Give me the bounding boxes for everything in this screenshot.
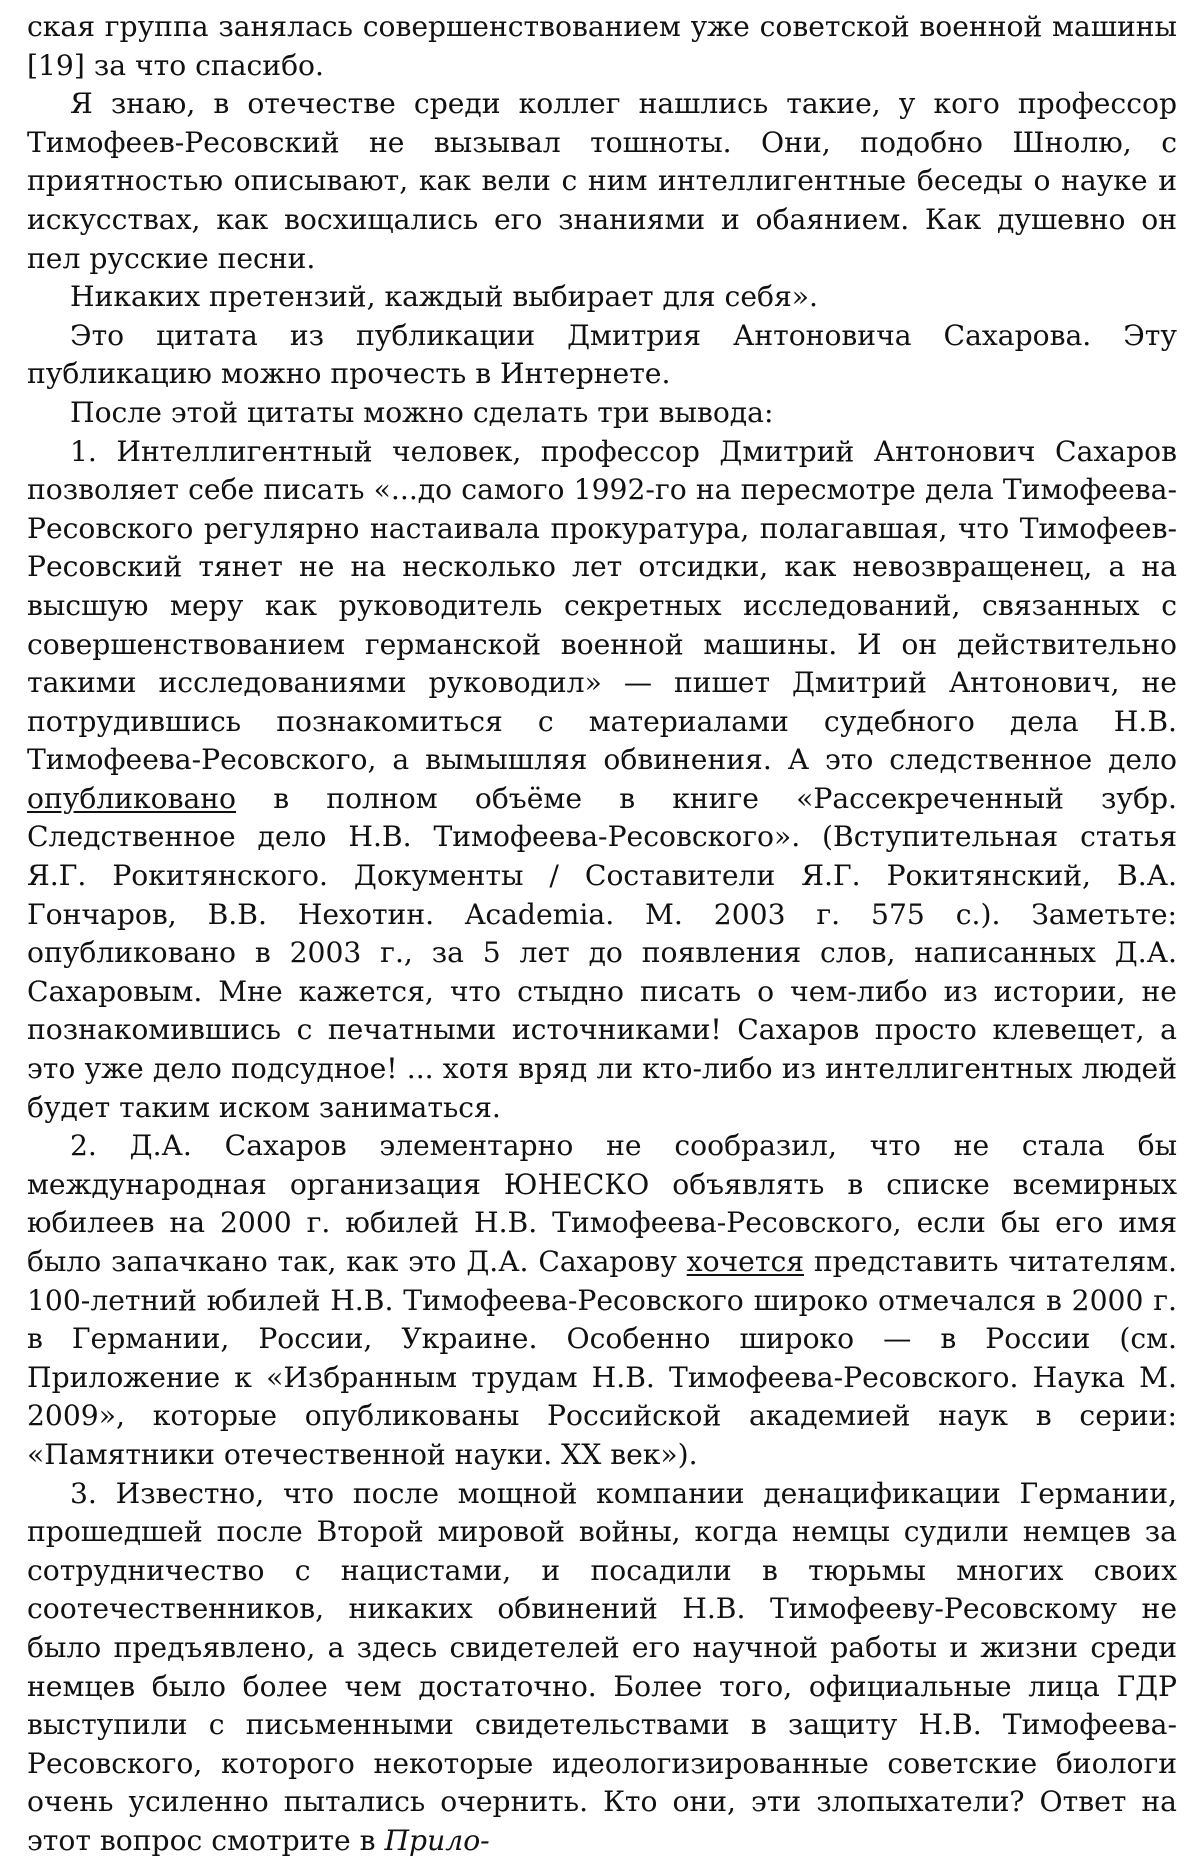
- text-run: представить читателям. 100-летний юбилей Н.В. Тимофеева-Ресовского широко отмечался в 2000 г. в Германии, России, Украине. Особенно широко — в России (см. Приложение к «Избранным трудам Н.В. Тимофеева-Ресовского. Наука М. 2009», которые опубликованы Российской академией наук в серии: «Памятники отечественной науки. XX век»).: [27, 1245, 1177, 1471]
- text-run: Я знаю, в отечестве среди коллег нашлись такие, у кого профессор Тимофеев-Ресовский не вызывал тошноты. Они, подобно Шнолю, с приятностью описывают, как вели с ним интеллигентные беседы о науке и искусствах, как восхищались его знаниями и обаянием. Как душевно он пел русские песни.: [27, 87, 1177, 275]
- text-run: 3. Известно, что после мощной компании денацификации Германии, прошедшей после Второй мировой войны, когда немцы судили немцев за сотрудничество с нацистами, и посадили в тюрьмы многих своих соотечественников, никаких обвинений Н.В. Тимофееву-Ресовскому не было предъявлено, а здесь свидетелей его научной работы и жизни среди немцев было более чем достаточно. Более того, официальные лица ГДР выступили с письменными свидетельствами в защиту Н.В. Тимофеева-Ресовского, которого некоторые идеологизированные советские биологи очень усиленно пытались очернить. Кто они, эти злопыхатели? Ответ на этот вопрос смотрите в: [27, 1476, 1177, 1857]
- paragraph: [27, 394, 1177, 433]
- text-run: 2. Д.А. Сахаров элементарно не сообразил, что не стала бы международная организация ЮНЕСКО объявлять в списке всемирных юбилеев на 2000 г. юбилей Н.В. Тимофеева-Ресовского, если бы его имя было запачкано так, как это Д.А. Сахарову: [27, 1129, 1177, 1278]
- text-run: После этой цитаты можно сделать три вывода:: [70, 395, 774, 429]
- text-run: 1. Интеллигентный человек, профессор Дмитрий Антонович Сахаров позволяет себе писать «...до самого 1992-го на пересмотре дела Тимофеева-Ресовского регулярно настаивала прокуратура, полагавшая, что Тимофеев-Ресовский тянет не на несколько лет отсидки, как невозвращенец, а на высшую меру как руководитель секретных исследований, связанных с совершенствованием германской военной машины. И он действительно такими исследованиями руководил» — пишет Дмитрий Антонович, не потрудившись познакомиться с материалами судебного дела Н.В. Тимофеева-Ресовского, а вымышляя обвинения. А это следственное дело: [27, 434, 1177, 777]
- underlined-text: хочется: [686, 1245, 805, 1278]
- text-run: ская группа занялась совершенствованием уже советской военной машины [19] за что спасибо.: [27, 10, 1177, 82]
- underlined-text: опубликовано: [27, 781, 237, 815]
- italic-text: Прило-: [384, 1823, 490, 1857]
- paragraph: [27, 278, 1177, 317]
- document-page: [27, 8, 1177, 1861]
- paragraph: [27, 8, 1177, 85]
- paragraph: [27, 317, 1177, 394]
- paragraph: [27, 433, 1177, 1128]
- text-run: Никаких претензий, каждый выбирает для себя».: [70, 280, 818, 314]
- text-run: Это цитата из публикации Дмитрия Антоновича Сахарова. Эту публикацию можно прочесть в Интернете.: [27, 318, 1177, 391]
- paragraph: [27, 1127, 1177, 1474]
- text-run: в полном объёме в книге «Рассекреченный зубр. Следственное дело Н.В. Тимофеева-Ресовского». (Вступительная статья Я.Г. Рокитянского. Документы / Составители Я.Г. Рокитянский, В.А. Гончаров, В.В. Нехотин. Academia. М. 2003 г. 575 с.). Заметьте: опубликовано в 2003 г., за 5 лет до появления слов, написанных Д.А. Сахаровым. Мне кажется, что стыдно писать о чем-либо из истории, не познакомившись с печатными источниками! Сахаров просто клевещет, а это уже дело подсудное! ... хотя вряд ли кто-либо из интеллигентных людей будет таким иском заниматься.: [27, 781, 1177, 1124]
- paragraph: [27, 85, 1177, 278]
- paragraph: [27, 1475, 1177, 1861]
